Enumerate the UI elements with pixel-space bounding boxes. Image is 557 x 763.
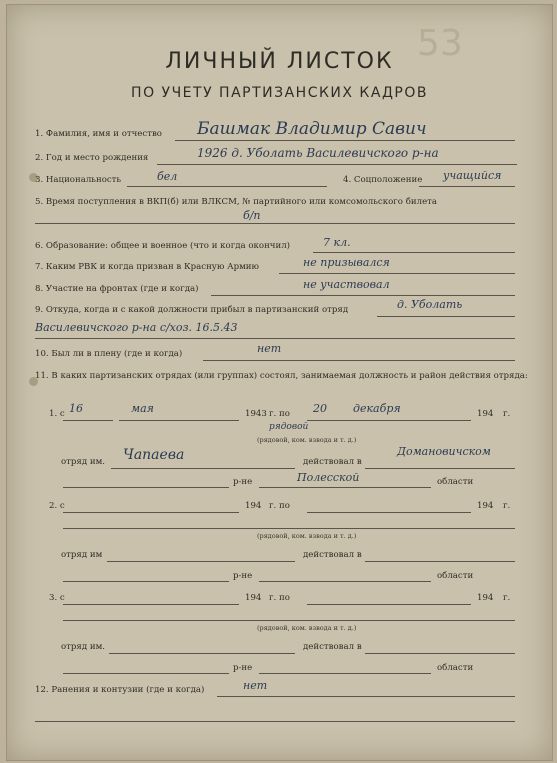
service-2-region-label: области — [437, 571, 474, 581]
service-1-day-from-line — [63, 420, 113, 421]
service-2-position-line — [63, 528, 515, 529]
field-6-label: 6. Образование: общее и военное (что и когда окончил) — [35, 241, 291, 251]
field-2-label: 2. Год и место рождения — [35, 153, 149, 163]
field-8-value: не участвовал — [303, 278, 390, 291]
field-2-value: 1926 д. Уболать Василевичского р-на — [197, 146, 439, 160]
field-8-label: 8. Участие на фронтах (где и когда) — [35, 284, 199, 294]
service-3-year-to: 194 — [477, 593, 494, 603]
field-7-label: 7. Каким РВК и когда призван в Красную Армию — [35, 262, 259, 272]
service-3-district-line — [63, 673, 229, 674]
service-1-district-label: р-не — [233, 477, 253, 487]
service-3-from-line — [63, 604, 239, 605]
service-1-year-suffix: г. — [503, 409, 511, 419]
service-2-region-line — [259, 581, 431, 582]
service-1-region: Полесской — [297, 471, 360, 484]
field-10-value: нет — [257, 342, 282, 355]
field-5-value: б/п — [243, 209, 261, 222]
service-3-position-hint: (рядовой, ком. взвода и т. д.) — [257, 624, 357, 632]
service-2-acted-label: действовал в — [303, 550, 362, 560]
field-10-line — [203, 360, 515, 361]
field-3-label: 3. Национальность — [35, 175, 122, 185]
service-2-acted-line — [365, 561, 515, 562]
service-2-unit-line — [107, 561, 295, 562]
service-3-district-label: р-не — [233, 663, 253, 673]
service-3-unit-label: отряд им. — [61, 642, 106, 652]
service-2-unit-label: отряд им — [61, 550, 103, 560]
field-10-label: 10. Был ли в плену (где и когда) — [35, 349, 183, 359]
service-2-year-to: 194 — [477, 501, 494, 511]
service-1-month-from: мая — [131, 402, 154, 415]
service-3-position-line — [63, 620, 515, 621]
field-5-line — [35, 223, 515, 224]
field-12-value: нет — [243, 679, 268, 692]
service-3-acted-label: действовал в — [303, 642, 362, 652]
service-1-position-hint: (рядовой, ком. взвода и т. д.) — [257, 436, 357, 444]
field-12-line-2 — [35, 721, 515, 722]
service-1-month-from-line — [119, 420, 239, 421]
corner-mark: 53 — [417, 23, 463, 64]
service-1-unit-line — [111, 468, 295, 469]
field-1-label: 1. Фамилия, имя и отчество — [35, 129, 162, 139]
service-2-district-label: р-не — [233, 571, 253, 581]
field-7-line — [279, 273, 515, 274]
field-9-label: 9. Откуда, когда и с какой должности прибыл в партизанский отряд — [35, 305, 349, 315]
field-4-value: учащийся — [443, 169, 502, 182]
service-1-unit-label: отряд им. — [61, 457, 106, 467]
field-9-line-2 — [35, 338, 515, 339]
service-1-day-to: 20 — [313, 402, 327, 415]
field-1-line — [175, 140, 515, 141]
field-4-line — [419, 186, 515, 187]
field-4-label: 4. Соцположение — [343, 175, 423, 185]
service-3-to-label: г. по — [269, 593, 290, 603]
field-1-value: Башмак Владимир Савич — [197, 119, 427, 139]
service-1-num: 1. с — [49, 409, 65, 419]
service-2-position-hint: (рядовой, ком. взвода и т. д.) — [257, 532, 357, 540]
service-1-district: Домановичском — [397, 445, 491, 458]
service-1-district-line — [63, 487, 229, 488]
service-2-to-label: г. по — [269, 501, 290, 511]
field-11-label: 11. В каких партизанских отрядах (или группах) состоял, занимаемая должность и район действия отряда: — [35, 371, 528, 381]
service-3-unit-line — [109, 653, 295, 654]
document-subtitle: ПО УЧЕТУ ПАРТИЗАНСКИХ КАДРОВ — [131, 85, 428, 101]
service-1-position: рядовой — [269, 422, 309, 432]
service-1-unit: Чапаева — [123, 447, 185, 463]
document-title: ЛИЧНЫЙ ЛИСТОК — [165, 49, 394, 74]
field-3-value: бел — [157, 170, 178, 183]
service-1-region-line — [259, 487, 431, 488]
service-3-year-from: 194 — [245, 593, 262, 603]
field-7-value: не призывался — [303, 256, 390, 269]
field-5-label: 5. Время поступления в ВКП(б) или ВЛКСМ, № партийного или комсомольского билета — [35, 197, 438, 207]
service-2-num: 2. с — [49, 501, 65, 511]
service-1-to-label: г. по — [269, 409, 290, 419]
service-2-year-suffix: г. — [503, 501, 511, 511]
service-1-year-to: 194 — [477, 409, 494, 419]
service-3-to-line — [307, 604, 471, 605]
service-1-region-label: области — [437, 477, 474, 487]
field-6-line — [313, 252, 515, 253]
field-9-line — [377, 316, 515, 317]
field-9-value-2: Василевичского р-на с/хоз. 16.5.43 — [35, 321, 238, 334]
field-3-line — [127, 186, 327, 187]
service-1-month-to: декабря — [353, 402, 401, 415]
service-2-to-line — [307, 512, 471, 513]
service-1-to-line — [307, 420, 471, 421]
field-12-line — [217, 696, 515, 697]
field-8-line — [211, 295, 515, 296]
service-2-from-line — [63, 512, 239, 513]
service-2-district-line — [63, 581, 229, 582]
service-2-year-from: 194 — [245, 501, 262, 511]
document-page — [6, 4, 553, 761]
field-9-value: д. Уболать — [397, 298, 463, 311]
service-3-region-label: области — [437, 663, 474, 673]
service-1-year-from: 1943 — [245, 409, 267, 419]
field-12-label: 12. Ранения и контузии (где и когда) — [35, 685, 205, 695]
service-1-day-from: 16 — [69, 402, 83, 415]
service-3-region-line — [259, 673, 431, 674]
service-1-acted-line — [365, 468, 515, 469]
service-3-acted-line — [365, 653, 515, 654]
service-3-year-suffix: г. — [503, 593, 511, 603]
field-6-value: 7 кл. — [323, 236, 351, 249]
service-1-acted-label: действовал в — [303, 457, 362, 467]
service-3-num: 3. с — [49, 593, 65, 603]
field-2-line — [157, 164, 517, 165]
